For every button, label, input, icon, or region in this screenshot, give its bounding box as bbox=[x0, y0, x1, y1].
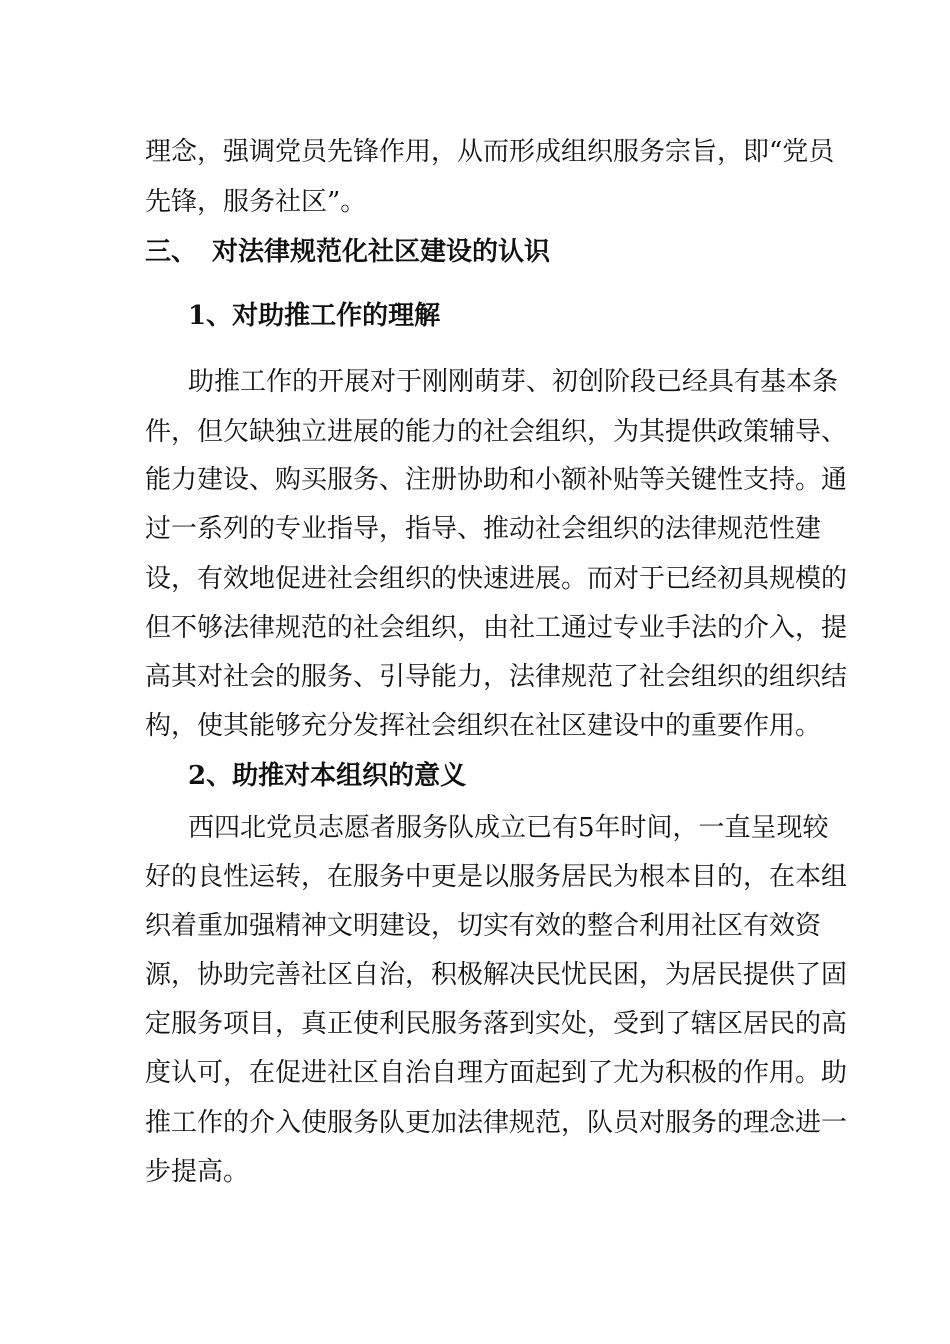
paragraph-one-line-2: 件，但欠缺独立进展的能力的社会组织，为其提供政策辅导、 bbox=[145, 417, 848, 447]
paragraph-two-line-6: 度认可，在促进社区自治自理方面起到了尤为积极的作用。助 bbox=[145, 1058, 848, 1088]
paragraph-one-line-8: 构，使其能够充分发挥社会组织在社区建设中的重要作用。 bbox=[145, 711, 822, 741]
paragraph-one-line-6: 但不够法律规范的社会组织，由社工通过专业手法的介入，提 bbox=[145, 613, 848, 643]
paragraph-two-line-8: 步提高。 bbox=[145, 1157, 250, 1187]
section-three-number: 三、 bbox=[145, 237, 198, 267]
paragraph-two-line-7: 推工作的介入使服务队更加法律规范，队员对服务的理念进一 bbox=[145, 1108, 848, 1138]
paragraph-two-line-5: 定服务项目，真正使利民服务落到实处，受到了辖区居民的高 bbox=[145, 1009, 848, 1039]
paragraph-two-line-4: 源，协助完善社区自治，积极解决民忧民困，为居民提供了固 bbox=[145, 960, 848, 990]
paragraph-two-line-1: 西四北党员志愿者服务队成立已有5年时间，一直呈现较 bbox=[188, 813, 829, 843]
paragraph-one-line-3: 能力建设、购买服务、注册协助和小额补贴等关键性支持。通 bbox=[145, 465, 848, 495]
paragraph-two-line-3: 织着重加强精神文明建设，切实有效的整合利用社区有效资 bbox=[145, 911, 822, 941]
paragraph-two-line-2: 好的良性运转，在服务中更是以服务居民为根本目的，在本组 bbox=[145, 862, 848, 892]
intro-line-1: 理念，强调党员先锋作用，从而形成组织服务宗旨，即“党员 bbox=[145, 137, 835, 167]
section-three-title: 对法律规范化社区建设的认识 bbox=[212, 237, 551, 267]
subsection-one-heading: 1、对助推工作的理解 bbox=[188, 301, 441, 331]
paragraph-one-line-7: 高其对社会的服务、引导能力，法律规范了社会组织的组织结 bbox=[145, 662, 848, 692]
paragraph-one-line-5: 设，有效地促进社会组织的快速进展。而对于已经初具规模的 bbox=[145, 564, 848, 594]
paragraph-one-line-4: 过一系列的专业指导，指导、推动社会组织的法律规范性建 bbox=[145, 514, 822, 544]
subsection-two-heading: 2、助推对本组织的意义 bbox=[188, 761, 467, 791]
intro-line-2: 先锋，服务社区”。 bbox=[145, 187, 367, 217]
paragraph-one-line-1: 助推工作的开展对于刚刚萌芽、初创阶段已经具有基本条 bbox=[188, 367, 839, 397]
